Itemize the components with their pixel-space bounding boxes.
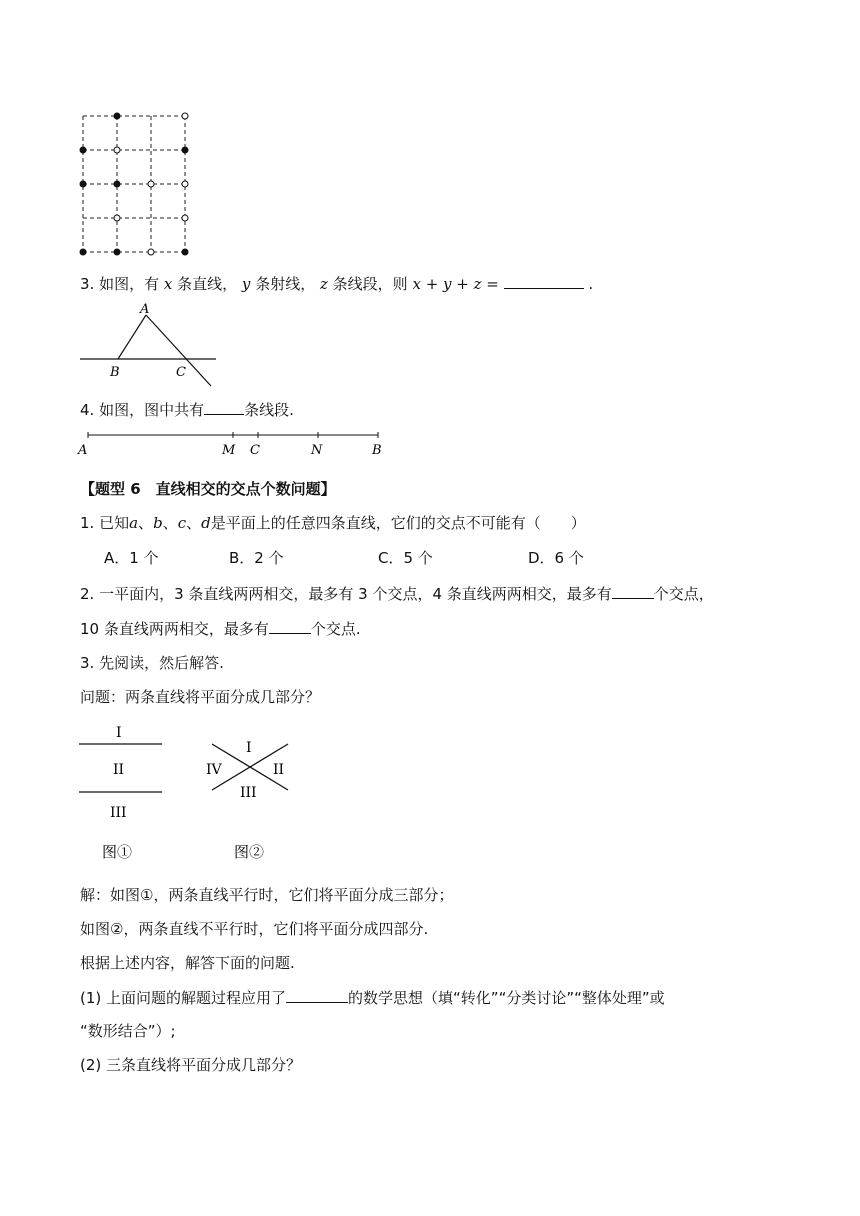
q3-var-x: x	[163, 275, 173, 293]
fig2-region-2: II	[273, 762, 285, 778]
s6q2-blank-2[interactable]	[269, 617, 311, 634]
s6q1-option-d[interactable]: D．6 个	[528, 549, 584, 567]
question-4	[80, 398, 294, 421]
q3-var-y: y	[241, 275, 251, 293]
label-b: B	[110, 365, 120, 380]
s6q2-blank-1[interactable]	[612, 582, 654, 599]
q3-text-3: 条线段，则	[332, 275, 408, 293]
s6q3-part-1-line-2: “数形结合”）;	[80, 1022, 176, 1040]
question-3	[80, 272, 593, 295]
s6q3-solution-2: 如图②，两条直线不平行时，它们将平面分成四部分.	[80, 920, 429, 938]
s6q3-p1-text-1: (1) 上面问题的解题过程应用了	[80, 989, 287, 1007]
q3-text-2: 条射线，	[255, 275, 316, 293]
s6-question-1	[80, 512, 586, 534]
s6q3-part-2: (2) 三条直线将平面分成几部分？	[80, 1056, 302, 1074]
q3-expression: x + y + z =	[412, 275, 499, 293]
s6q1-var-b: b	[153, 514, 163, 532]
s6-question-2-line-1	[80, 582, 714, 605]
q4-prefix: 4. 如图，图中共有	[80, 401, 205, 419]
fig1-region-3: III	[110, 805, 127, 821]
figure-1-parallel-lines	[76, 718, 176, 866]
s6q3-solution-3: 根据上述内容，解答下面的问题.	[80, 954, 295, 972]
s6q1-option-a[interactable]: A．1 个	[104, 549, 159, 567]
fig2-caption: 图②	[234, 843, 265, 861]
point-m: M	[222, 443, 236, 458]
s6q1-var-c: c	[177, 514, 187, 532]
s6q2-text-2: 个交点，	[653, 585, 714, 603]
label-c: C	[176, 365, 186, 380]
q3-end: .	[588, 275, 594, 293]
s6q3-part-1-line-1	[80, 986, 665, 1009]
triangle-figure	[76, 300, 226, 390]
s6q2-text-4: 个交点.	[310, 620, 361, 638]
s6q1-var-d: d	[201, 514, 211, 532]
label-a: A	[140, 302, 150, 317]
segment-ab	[118, 315, 146, 359]
s6q3-p1-text-2: 的数学思想（填“转化”“分类讨论”“整体处理”或	[348, 989, 665, 1007]
fig1-region-2: II	[113, 762, 125, 778]
fig2-region-1: I	[246, 740, 252, 756]
s6q3-p1-blank[interactable]	[286, 986, 348, 1003]
point-n: N	[311, 443, 323, 458]
figure-2-intersecting-lines	[200, 734, 300, 866]
s6q2-text-3: 10 条直线两两相交，最多有	[80, 620, 269, 638]
q3-text-1: 条直线，	[177, 275, 238, 293]
point-a: A	[78, 443, 88, 458]
s6-question-2-line-2	[80, 617, 361, 640]
section-6-title: 【题型 6 直线相交的交点个数问题】	[80, 480, 336, 498]
s6-question-3-intro: 3. 先阅读，然后解答.	[80, 654, 224, 672]
fig2-region-4: IV	[206, 762, 222, 778]
s6q1-rest: 是平面上的任意四条直线，它们的交点不可能有（ ）	[210, 514, 586, 532]
fig1-caption: 图①	[102, 843, 133, 861]
q3-var-z: z	[319, 275, 328, 293]
point-b: B	[372, 443, 382, 458]
s6q1-sep: 、	[138, 514, 154, 532]
s6q1-option-b[interactable]: B．2 个	[229, 549, 284, 567]
s6q1-option-c[interactable]: C．5 个	[378, 549, 433, 567]
fig1-region-1: I	[116, 725, 122, 741]
q4-suffix: 条线段.	[244, 401, 294, 419]
s6q1-var-a: a	[129, 514, 139, 532]
s6q1-sep: 、	[186, 514, 202, 532]
s6-question-3-question: 问题：两条直线将平面分成几部分？	[80, 688, 321, 706]
s6q1-prefix: 1. 已知	[80, 514, 130, 532]
dot-grid-figure	[75, 110, 195, 260]
segment-figure	[76, 426, 396, 460]
q4-answer-blank[interactable]	[204, 398, 244, 415]
point-c: C	[250, 443, 260, 458]
fig2-region-3: III	[240, 785, 257, 801]
s6q2-text-1: 2. 一平面内，3 条直线两两相交，最多有 3 个交点，4 条直线两两相交，最多有	[80, 585, 612, 603]
q3-answer-blank[interactable]	[504, 272, 584, 289]
s6q3-solution-1: 解：如图①，两条直线平行时，它们将平面分成三部分；	[80, 886, 454, 904]
q3-prefix: 3. 如图，有	[80, 275, 160, 293]
s6q1-sep: 、	[162, 514, 178, 532]
